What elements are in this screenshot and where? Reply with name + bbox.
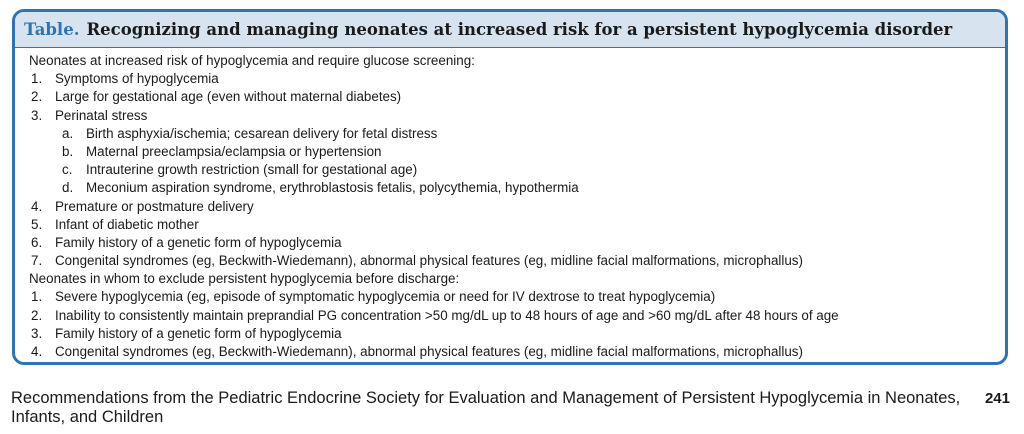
list-item-number: 6. xyxy=(31,234,43,250)
table-title: Recognizing and managing neonates at increased risk for a persistent hypoglycemia disorder xyxy=(86,20,953,39)
list-item xyxy=(29,343,1005,361)
list-item-text: Inability to consistently maintain preprandial PG concentration >50 mg/dL up to 48 hours of age and >60 mg/dL after 48 hours of age xyxy=(55,307,839,323)
list-item-text: Severe hypoglycemia (eg, episode of symptomatic hypoglycemia or need for IV dextrose to treat hypoglycemia) xyxy=(55,289,716,305)
sub-list-item-text: Intrauterine growth restriction (small for gestational age) xyxy=(86,162,418,178)
list-item-number: 3. xyxy=(31,325,43,341)
list-item xyxy=(29,307,1005,325)
sub-list-item xyxy=(29,179,1005,197)
sub-list-item-letter: d. xyxy=(62,180,74,196)
list-item-text: Family history of a genetic form of hypoglycemia xyxy=(55,325,342,341)
list-item xyxy=(29,216,1005,234)
list-item-text: Symptoms of hypoglycemia xyxy=(55,71,219,87)
list-item-number: 2. xyxy=(31,307,43,323)
list-item-text: Perinatal stress xyxy=(55,107,148,123)
list-item-text: Premature or postmature delivery xyxy=(55,198,254,214)
section2-heading: Neonates in whom to exclude persistent hypoglycemia before discharge: xyxy=(29,271,460,287)
list-item-number: 3. xyxy=(31,107,43,123)
list-item-text: Large for gestational age (even without maternal diabetes) xyxy=(55,89,402,105)
list-item-text: Infant of diabetic mother xyxy=(55,216,199,232)
sub-list-item xyxy=(29,161,1005,179)
list-item xyxy=(29,198,1005,216)
list-item-number: 7. xyxy=(31,253,43,269)
sub-list-item-letter: a. xyxy=(62,125,74,141)
sub-list-item-text: Meconium aspiration syndrome, erythroblastosis fetalis, polycythemia, hypothermia xyxy=(86,180,579,196)
sub-list-item xyxy=(29,125,1005,143)
sub-list-item-text: Maternal preeclampsia/eclampsia or hypertension xyxy=(86,143,382,159)
list-item xyxy=(29,107,1005,125)
list-item-number: 2. xyxy=(31,89,43,105)
running-footer-title: Recommendations from the Pediatric Endocrine Society for Evaluation and Management of Persistent Hypoglycemia in Neonates, Infants, and Children xyxy=(11,389,961,426)
list-item-number: 5. xyxy=(31,216,43,232)
list-item-text: Family history of a genetic form of hypoglycemia xyxy=(55,234,342,250)
list-item xyxy=(29,252,1005,270)
list-item xyxy=(29,325,1005,343)
list-item xyxy=(29,88,1005,106)
list-item-number: 1. xyxy=(31,71,43,87)
list-item-number: 1. xyxy=(31,289,43,305)
table-header xyxy=(15,12,1005,48)
table-body xyxy=(15,48,1005,361)
table-label: Table. xyxy=(24,20,80,39)
section1-heading: Neonates at increased risk of hypoglycemia and require glucose screening: xyxy=(29,53,475,68)
list-item xyxy=(29,234,1005,252)
list-item-number: 4. xyxy=(31,198,43,214)
sub-list-item-text: Birth asphyxia/ischemia; cesarean delivery for fetal distress xyxy=(86,125,438,141)
list-item xyxy=(29,70,1005,88)
page-number: 241 xyxy=(984,390,1010,407)
list-item-number: 4. xyxy=(31,344,43,359)
table-box xyxy=(12,9,1008,365)
list-item-text: Congenital syndromes (eg, Beckwith-Wiedemann), abnormal physical features (eg, midline facial malformations, microphallus) xyxy=(55,253,803,269)
list-item-text: Congenital syndromes (eg, Beckwith-Wiedemann), abnormal physical features (eg, midline facial malformations, microphallus) xyxy=(55,344,803,359)
sub-list-item-letter: b. xyxy=(62,143,74,159)
list-item xyxy=(29,288,1005,306)
sub-list-item-letter: c. xyxy=(62,162,73,178)
sub-list-item xyxy=(29,143,1005,161)
